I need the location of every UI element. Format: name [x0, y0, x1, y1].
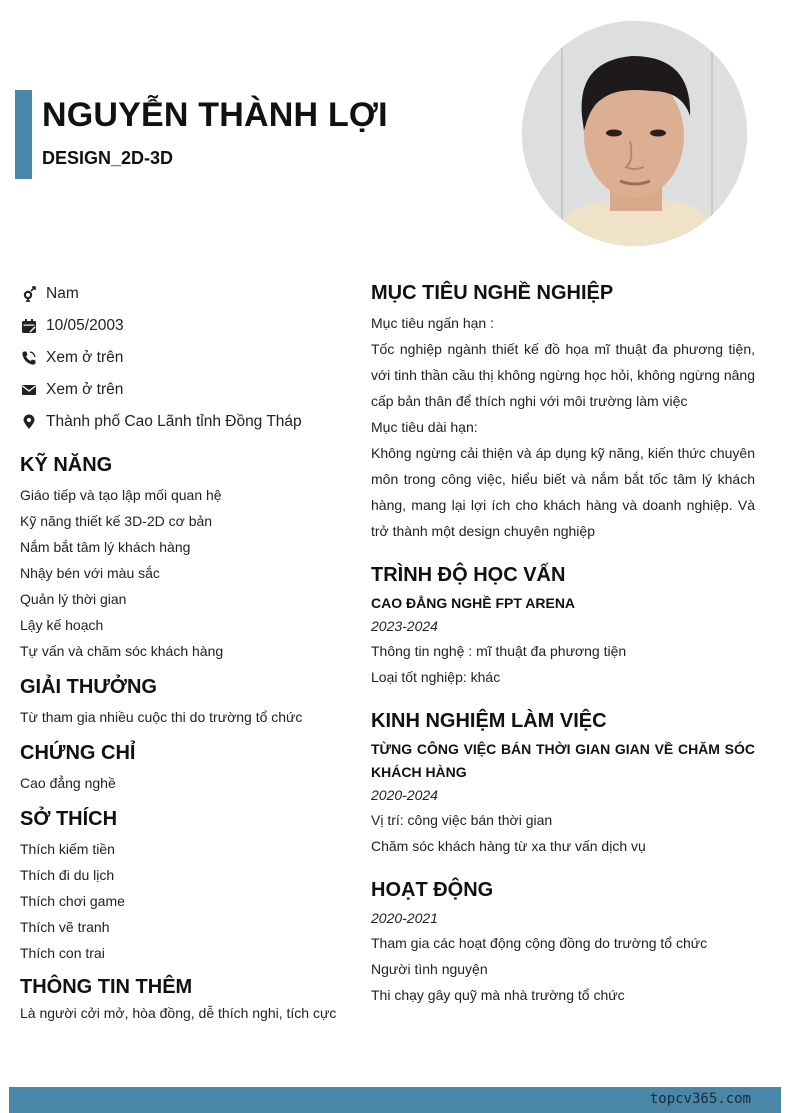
hobbies-section — [20, 806, 340, 966]
contact-email — [20, 374, 340, 406]
contact-phone-value: Xem ở trên — [46, 349, 124, 366]
list-item: Thích kiếm tiền — [20, 841, 115, 857]
contact-email-value: Xem ở trên — [46, 381, 124, 398]
objective-long-text: Không ngừng cải thiện và áp dụng kỹ năng, kiến thức chuyên môn trong công việc, hiểu biết và nắm bắt tốc tâm lý khách hàng, mang lại lợi ích cho khách hàng và doanh nghiệp. Và trở thành một design chuyên nghiệp — [371, 445, 755, 539]
list-item: Cao đẳng nghề — [20, 775, 116, 791]
certificates-title: CHỨNG CHỈ — [20, 742, 136, 764]
education-period: 2023-2024 — [371, 618, 438, 634]
skills-section — [20, 452, 340, 664]
list-item: Thích đi du lịch — [20, 867, 115, 883]
experience-period: 2020-2024 — [371, 787, 438, 803]
objective-title: MỤC TIÊU NGHỀ NGHIỆP — [371, 282, 614, 304]
list-item: Thích vẽ tranh — [20, 919, 110, 935]
experience-company: TỪNG CÔNG VIỆC BÁN THỜI GIAN GIAN VỀ CHĂM SÓC KHÁCH HÀNG — [371, 741, 755, 780]
additional-info-title: THÔNG TIN THÊM — [20, 976, 193, 998]
objective-section — [371, 280, 755, 544]
list-item: Người tình nguyện — [371, 961, 488, 977]
additional-info-text: Là người cởi mở, hòa đồng, dễ thích nghi, tích cực — [20, 1005, 337, 1021]
awards-section — [20, 674, 340, 730]
certificates-section — [20, 740, 340, 796]
list-item: Loại tốt nghiệp: khác — [371, 669, 501, 685]
right-column — [371, 280, 755, 1026]
additional-info-section — [20, 974, 340, 1026]
skills-title: KỸ NĂNG — [20, 454, 113, 476]
education-title: TRÌNH ĐỘ HỌC VẤN — [371, 564, 566, 586]
experience-section — [371, 708, 755, 859]
education-section — [371, 562, 755, 690]
list-item: Vị trí: công việc bán thời gian — [371, 812, 553, 828]
header-accent-bar — [15, 90, 32, 179]
list-item: Nắm bắt tâm lý khách hàng — [20, 539, 191, 555]
phone-icon — [20, 349, 38, 367]
list-item: Thích con trai — [20, 945, 105, 961]
avatar-photo-icon — [522, 21, 747, 246]
list-item: Chăm sóc khách hàng từ xa thư vấn dịch vụ — [371, 838, 646, 854]
objective-short-label: Mục tiêu ngấn hạn : — [371, 315, 494, 331]
avatar — [522, 21, 747, 246]
experience-title: KINH NGHIỆM LÀM VIỆC — [371, 710, 607, 732]
list-item: Tự vấn và chăm sóc khách hàng — [20, 643, 224, 659]
list-item: Tham gia các hoạt động cộng đồng do trường tổ chức — [371, 935, 708, 951]
contact-address — [20, 406, 340, 438]
candidate-name: NGUYỄN THÀNH LỢI — [42, 96, 388, 134]
awards-title: GIẢI THƯỞNG — [20, 676, 157, 698]
candidate-role: DESIGN_2D-3D — [42, 148, 174, 168]
list-item: Kỹ năng thiết kế 3D-2D cơ bản — [20, 513, 213, 529]
list-item: Giáo tiếp và tạo lập mối quan hệ — [20, 487, 222, 503]
list-item: Thích chơi game — [20, 893, 125, 909]
activities-section — [371, 877, 755, 1008]
footer-watermark: topcv365.com — [649, 1091, 751, 1107]
footer-bar — [9, 1087, 781, 1113]
contact-list — [20, 278, 340, 438]
hobbies-title: SỞ THÍCH — [20, 808, 118, 830]
education-school: CAO ĐẲNG NGHỀ FPT ARENA — [371, 595, 576, 611]
contact-address-value: Thành phố Cao Lãnh tỉnh Đồng Tháp — [46, 413, 302, 430]
calendar-icon — [20, 317, 38, 335]
location-icon — [20, 413, 38, 431]
activities-period: 2020-2021 — [371, 910, 438, 926]
activities-title: HOẠT ĐỘNG — [371, 879, 494, 901]
email-icon — [20, 381, 38, 399]
list-item: Nhậy bén với màu sắc — [20, 565, 160, 581]
gender-icon — [20, 285, 38, 303]
contact-birthday-value: 10/05/2003 — [46, 317, 124, 334]
contact-gender-value: Nam — [46, 285, 79, 302]
objective-long-label: Mục tiêu dài hạn: — [371, 419, 478, 435]
list-item: Từ tham gia nhiều cuộc thi do trường tổ chức — [20, 709, 303, 725]
contact-phone — [20, 342, 340, 374]
contact-gender — [20, 278, 340, 310]
contact-birthday — [20, 310, 340, 342]
list-item: Quản lý thời gian — [20, 591, 127, 607]
objective-short-text: Tốc nghiệp ngành thiết kế đồ họa mĩ thuật đa phương tiện, với tinh thần cầu thị không ngừng học hỏi, không ngừng nâng cấp bản thân để thích nghi với môi trường làm việc — [371, 341, 755, 409]
list-item: Thông tin nghệ : mĩ thuật đa phương tiện — [371, 643, 627, 659]
left-column — [20, 278, 340, 1026]
list-item: Thi chạy gây quỹ mà nhà trường tổ chức — [371, 987, 625, 1003]
list-item: Lậy kế hoạch — [20, 617, 104, 633]
